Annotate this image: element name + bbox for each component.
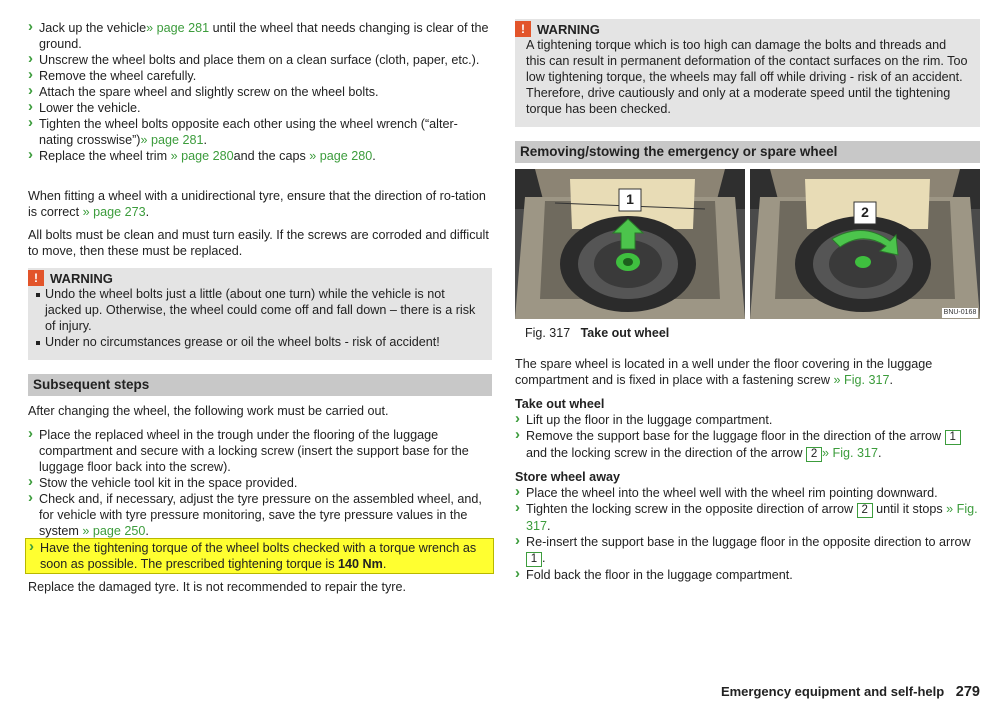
callout-1: 1 xyxy=(626,191,634,207)
store-step-1: › Place the wheel into the wheel well with the wheel rim pointing downward. xyxy=(515,485,980,501)
step-stow-kit: › Stow the vehicle tool kit in the space provided. xyxy=(28,475,492,491)
highlighted-torque-step: › Have the tightening torque of the wheel bolts checked with a torque wrench as soon as possible. The prescribed tightening torque is 140 Nm. xyxy=(25,538,494,574)
arrow-ref-2b: 2 xyxy=(857,503,873,518)
warning-header xyxy=(515,19,980,37)
step-check-pressure: › Check and, if necessary, adjust the tyre pressure on the assembled wheel, and, for vehicle with tyre pressure monitoring, save the tyre pressure values in the system » page 250. xyxy=(28,491,492,539)
take-out-steps xyxy=(515,412,980,462)
link-page-280b[interactable]: » page 280 xyxy=(309,149,373,163)
warning-title: WARNING xyxy=(537,21,600,37)
store-step-2: › Tighten the locking screw in the opposite direction of arrow 2 until it stops » Fig. 317. xyxy=(515,501,980,534)
para-after-changing: After changing the wheel, the following work must be carried out. xyxy=(28,404,389,418)
step-place-wheel: › Place the replaced wheel in the trough under the flooring of the luggage compartment and secure with a locking screw (insert the support base for the luggage floor back into the screw). xyxy=(28,427,492,475)
arrow-ref-2: 2 xyxy=(806,447,822,462)
section-subsequent-steps: Subsequent steps xyxy=(28,374,492,396)
figure-code: BNU-0168 xyxy=(943,309,977,316)
link-page-281b[interactable]: » page 281 xyxy=(140,133,204,147)
subsequent-steps-list xyxy=(28,427,492,539)
figure-caption xyxy=(525,326,669,340)
footer-section: Emergency equipment and self-help xyxy=(720,684,945,699)
step-remove: › Remove the wheel carefully. xyxy=(28,68,492,84)
luggage-well-illustration-2 xyxy=(750,169,980,319)
link-fig-317b[interactable]: » Fig. 317 xyxy=(822,446,879,460)
link-page-280[interactable]: » page 280 xyxy=(170,149,234,163)
warning-box-right xyxy=(515,19,980,127)
para-replace-tyre: Replace the damaged tyre. It is not recommended to repair the tyre. xyxy=(28,580,407,594)
figure-number: Fig. 317 xyxy=(525,326,571,340)
store-step-3: › Re-insert the support base in the luggage floor in the opposite direction to arrow 1 . xyxy=(515,534,980,567)
link-fig-317c[interactable]: » Fig. 317 xyxy=(526,502,978,533)
warning-item: Under no circumstances grease or oil the wheel bolts - risk of accident! xyxy=(34,334,478,350)
link-page-281[interactable]: » page 281 xyxy=(146,21,210,35)
figure-317 xyxy=(515,169,980,319)
torque-value: 140 Nm xyxy=(338,557,383,571)
warning-text: A tightening torque which is too high can damage the bolts and threads and this can result in permanent deformation of the contact surfaces on the rim. Too low tightening torque, the wheels may fall off while driving - risk of an accident. Therefore, drive cautiously and only at a moderate speed until the tightening torque has been checked. xyxy=(526,38,968,116)
store-steps xyxy=(515,485,980,583)
wheel-change-steps xyxy=(28,20,492,164)
link-page-250[interactable]: » page 250 xyxy=(82,524,146,538)
para-bolts: All bolts must be clean and must turn easily. If the screws are corroded and difficult to move, then these must be replaced. xyxy=(28,228,489,258)
step-trim: › Replace the wheel trim » page 280and the caps » page 280. xyxy=(28,148,492,164)
figure-title: Take out wheel xyxy=(580,326,670,340)
warning-title: WARNING xyxy=(50,270,113,286)
arrow-ref-1: 1 xyxy=(945,430,961,445)
warning-item: Undo the wheel bolts just a little (about one turn) while the vehicle is not jacked up. Otherwise, the wheel could come off and fall down – there is a risk of injury. xyxy=(34,286,478,334)
para-unidirectional: When fitting a wheel with a unidirectional tyre, ensure that the direction of ro-tation is correct » page 273. xyxy=(28,189,486,219)
warning-header xyxy=(28,268,492,286)
link-page-273[interactable]: » page 273 xyxy=(82,205,146,219)
take-out-step-2: › Remove the support base for the luggage floor in the direction of the arrow 1 and the locking screw in the direction of the arrow 2 » Fig. 317. xyxy=(515,428,980,462)
callout-2: 2 xyxy=(861,204,869,220)
step-attach: › Attach the spare wheel and slightly screw on the wheel bolts. xyxy=(28,84,492,100)
store-step-4: › Fold back the floor in the luggage compartment. xyxy=(515,567,980,583)
subhead-store-wheel: Store wheel away xyxy=(515,470,620,484)
figure-panel-2 xyxy=(750,169,980,319)
link-fig-317[interactable]: » Fig. 317 xyxy=(833,373,890,387)
section-removing-stowing: Removing/stowing the emergency or spare wheel xyxy=(515,141,980,163)
warning-icon: ! xyxy=(515,21,531,37)
warning-box-left xyxy=(28,268,492,360)
arrow-ref-1b: 1 xyxy=(526,552,542,567)
step-unscrew: › Unscrew the wheel bolts and place them on a clean surface (cloth, paper, etc.). xyxy=(28,52,492,68)
step-lower: › Lower the vehicle. xyxy=(28,100,492,116)
subhead-take-out: Take out wheel xyxy=(515,397,605,411)
warning-icon: ! xyxy=(28,270,44,286)
step-jack-up: › Jack up the vehicle» page 281 until the wheel that needs changing is clear of the ground. xyxy=(28,20,492,52)
para-spare-wheel-location: The spare wheel is located in a well under the floor covering in the luggage compartment and is fixed in place with a fastening screw » Fig. 317. xyxy=(515,357,933,387)
figure-panel-1 xyxy=(515,169,745,319)
page-footer xyxy=(721,684,980,700)
take-out-step-1: › Lift up the floor in the luggage compartment. xyxy=(515,412,980,428)
step-tighten: › Tighten the wheel bolts opposite each other using the wheel wrench (“alter-nating crosswise”)» page 281. xyxy=(28,116,492,148)
page-number: 279 xyxy=(955,684,980,700)
